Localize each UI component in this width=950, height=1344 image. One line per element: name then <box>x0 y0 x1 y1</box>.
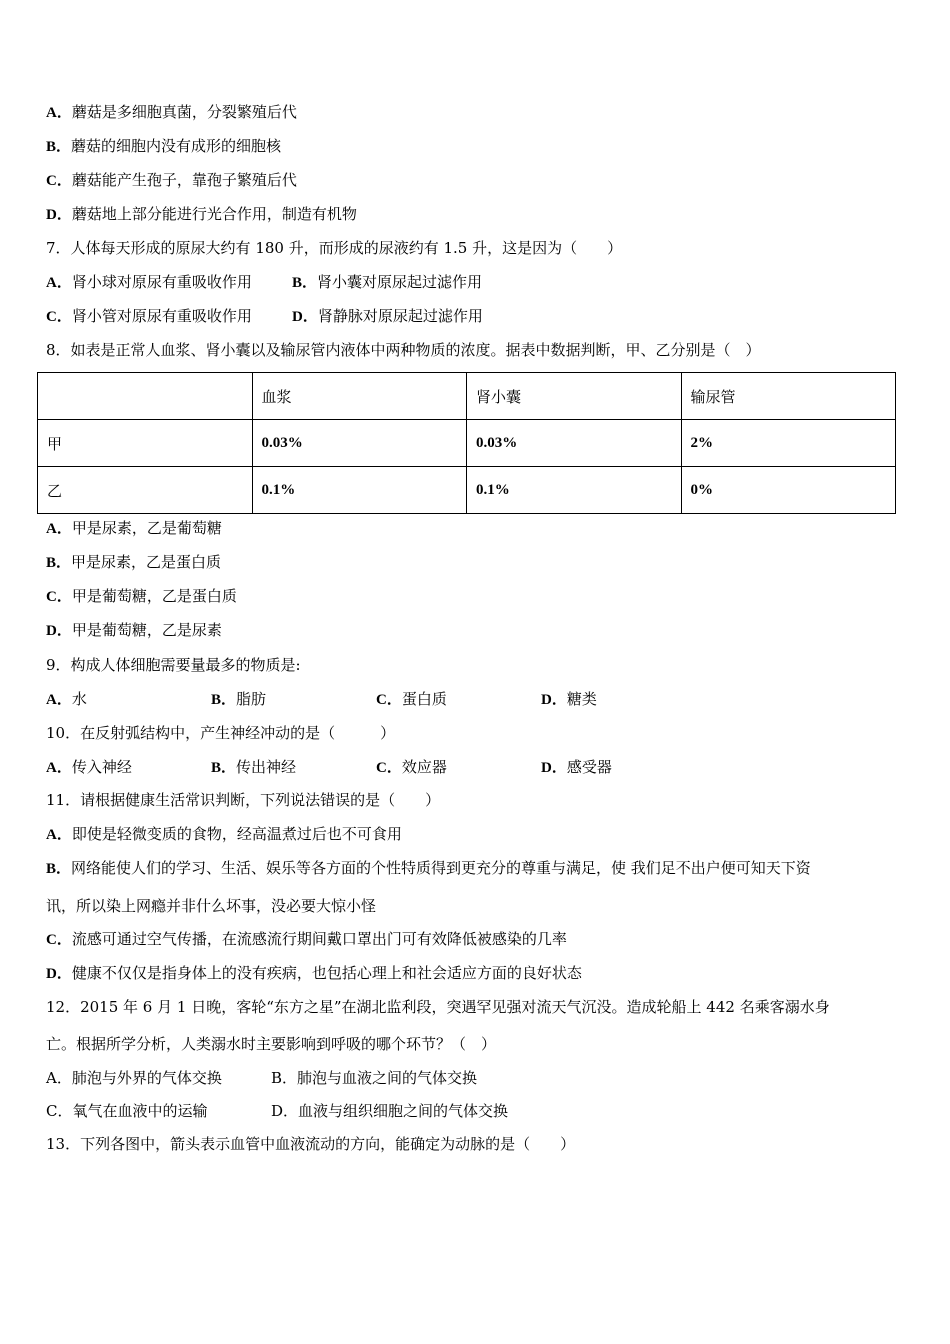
q12-option-a: A．肺泡与外界的气体交换 <box>46 1069 222 1087</box>
table-header-cell: 输尿管 <box>681 373 896 420</box>
q12-options-row-2 <box>46 1101 508 1121</box>
q9-options <box>46 689 597 710</box>
q10-option-a: A．传入神经 <box>46 758 132 776</box>
table-header-cell: 肾小囊 <box>467 373 682 420</box>
q7-option-c: C．肾小管对原尿有重吸收作用 <box>46 307 252 325</box>
table-cell: 0.03% <box>467 420 682 467</box>
q9-option-b: B．脂肪 <box>211 690 267 708</box>
q7-stem: 7．人体每天形成的原尿大约有 180 升，而形成的尿液约有 1.5 升，这是因为（ ） <box>46 239 623 257</box>
table-cell: 0.03% <box>252 420 467 467</box>
q7-option-a: A．肾小球对原尿有重吸收作用 <box>46 273 252 291</box>
table-cell: 0.1% <box>467 467 682 514</box>
table-row <box>38 420 896 467</box>
q7-options-row-2 <box>46 306 483 327</box>
q11-stem: 11．请根据健康生活常识判断，下列说法错误的是（ ） <box>46 791 441 809</box>
q6-option-c: C．蘑菇能产生孢子，靠孢子繁殖后代 <box>46 171 297 189</box>
q9-option-d: D．糖类 <box>541 690 597 708</box>
q8-option-a: A．甲是尿素，乙是葡萄糖 <box>46 519 222 537</box>
q7-option-d: D．肾静脉对原尿起过滤作用 <box>292 307 483 325</box>
q11-option-b: B．网络能使人们的学习、生活、娱乐等各方面的个性特质得到更充分的尊重与满足，使 我们足不出户便可知天下资 <box>46 859 811 877</box>
q6-option-b: B．蘑菇的细胞内没有成形的细胞核 <box>46 137 282 155</box>
q7-option-b: B．肾小囊对原尿起过滤作用 <box>292 273 483 291</box>
table-cell: 0% <box>681 467 896 514</box>
q12-option-d: D．血液与组织细胞之间的气体交换 <box>271 1102 509 1120</box>
q12-option-b: B．肺泡与血液之间的气体交换 <box>271 1069 478 1087</box>
table-row <box>38 467 896 514</box>
table-cell: 2% <box>681 420 896 467</box>
q10-options <box>46 757 612 778</box>
table-cell: 0.1% <box>252 467 467 514</box>
q9-stem: 9．构成人体细胞需要量最多的物质是: <box>46 656 301 674</box>
q12-stem-line-1: 12．2015 年 6 月 1 日晚，客轮“东方之星”在湖北监利段，突遇罕见强对流天气沉没。造成轮船上 442 名乘客溺水身 <box>46 998 830 1016</box>
q7-options-row-1 <box>46 272 482 293</box>
q8-option-c: C．甲是葡萄糖，乙是蛋白质 <box>46 587 237 605</box>
q10-stem: 10．在反射弧结构中，产生神经冲动的是（ ） <box>46 724 396 742</box>
q9-option-c: C．蛋白质 <box>376 690 447 708</box>
table-header-cell <box>38 373 253 420</box>
q10-option-c: C．效应器 <box>376 758 447 776</box>
q12-option-c: C．氧气在血液中的运输 <box>46 1102 208 1120</box>
q13-stem: 13．下列各图中，箭头表示血管中血液流动的方向，能确定为动脉的是（ ） <box>46 1135 576 1153</box>
q11-option-d: D．健康不仅仅是指身体上的没有疾病，也包括心理上和社会适应方面的良好状态 <box>46 964 582 982</box>
q8-option-b: B．甲是尿素，乙是蛋白质 <box>46 553 222 571</box>
table-cell: 甲 <box>38 420 253 467</box>
concentration-table <box>37 372 896 514</box>
q12-options-row-1 <box>46 1068 477 1088</box>
table-header-cell: 血浆 <box>252 373 467 420</box>
table-cell: 乙 <box>38 467 253 514</box>
q11-option-a: A．即使是轻微变质的食物，经高温煮过后也不可食用 <box>46 825 402 843</box>
q11-option-c: C．流感可通过空气传播，在流感流行期间戴口罩出门可有效降低被感染的几率 <box>46 930 567 948</box>
table-header-row <box>38 373 896 420</box>
q6-option-a: A．蘑菇是多细胞真菌，分裂繁殖后代 <box>46 103 297 121</box>
q8-option-d: D．甲是葡萄糖，乙是尿素 <box>46 621 222 639</box>
q10-option-d: D．感受器 <box>541 758 612 776</box>
q10-option-b: B．传出神经 <box>211 758 297 776</box>
q12-stem-line-2: 亡。根据所学分析，人类溺水时主要影响到呼吸的哪个环节？（ ） <box>46 1035 497 1053</box>
q11-option-b-continued: 讯，所以染上网瘾并非什么坏事，没必要大惊小怪 <box>46 897 377 915</box>
q6-option-d: D．蘑菇地上部分能进行光合作用，制造有机物 <box>46 205 357 223</box>
q8-stem: 8．如表是正常人血浆、肾小囊以及输尿管内液体中两种物质的浓度。据表中数据判断，甲、乙分别是（ ） <box>46 341 761 359</box>
q9-option-a: A．水 <box>46 690 87 708</box>
